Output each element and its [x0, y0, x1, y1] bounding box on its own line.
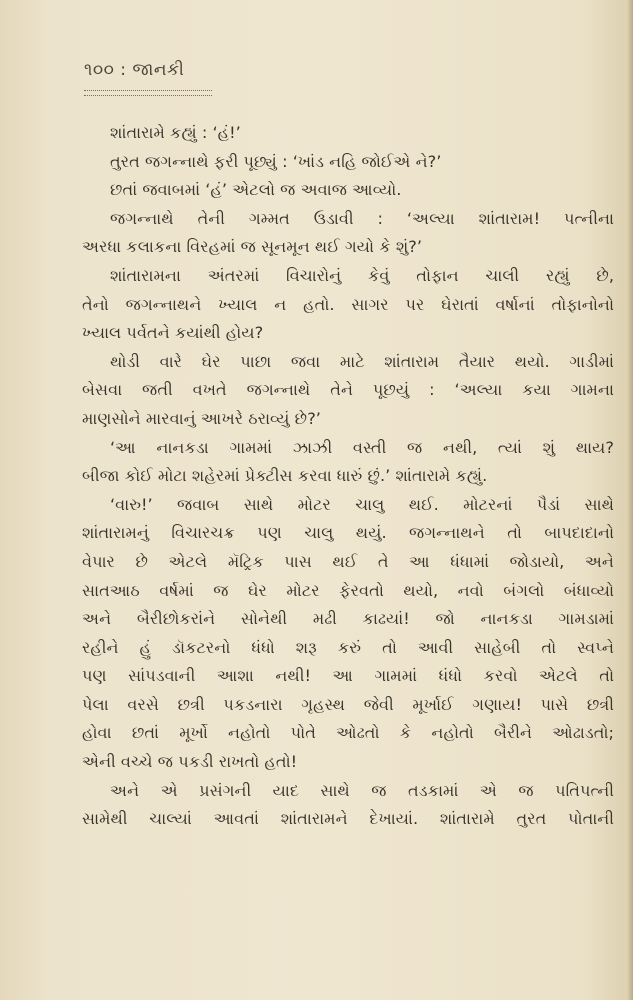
text-line: થોડી વારે ઘેર પાછા જવા માટે શાંતારામ તૈયાર થયો. ગાડીમાં [110, 351, 614, 371]
text-line: શાંતારામે કહ્યું : ‘હં!’ [110, 123, 241, 142]
text-line: માણસોને મારવાનું આખરે ઠરાવ્યું છે?’ [82, 408, 321, 428]
text-line: પણ સાંપડવાની આશા નથી! આ ગામમાં ધંધો કરવો એટલે તો [82, 666, 614, 686]
text-line: ‘આ નાનકડા ગામમાં ઝાઝી વસ્તી જ નથી, ત્યાં શું થાય? [110, 437, 614, 457]
text-line: બીજા કોઈ મોટા શહેરમાં પ્રેક્ટીસ કરવા ધારું છું.’ શાંતારામે કહ્યું. [82, 466, 488, 486]
text-line: શાંતારામના અંતરમાં વિચારોનું કેવું તોફાન ચાલી રહ્યું છે, [110, 265, 614, 285]
text-line: ‘વારુ!’ જવાબ સાથે મોટર ચાલુ થઈ. મોટરનાં પૈડાં સાથે [110, 494, 614, 514]
text-line: પેલા વરસે છત્રી પકડનારા ગૃહસ્થ જેવી મૂર્ખાઈ ગણાય! પાસે છત્રી [82, 694, 614, 714]
text-line: ખ્યાલ પર્વતને કયાંથી હોય? [82, 323, 264, 343]
text-line: અને એ પ્રસંગની યાદ સાથે જ તડકામાં એ જ પતિપત્ની [110, 780, 614, 800]
header-rule [84, 90, 212, 96]
text-line: અને બૈરીછોકરાંને સોનેથી મઢી કાઢયાં! જો નાનકડા ગામડામાં [82, 609, 614, 629]
text-line: સામેથી ચાલ્યાં આવતાં શાંતારામને દેખાયાં. શાંતારામે તુરત પોતાની [82, 809, 614, 829]
text-line: તુરત જગન્નાથે ફરી પૂછ્યું : ‘ખાંડ નહિ જોઈએ ને?’ [110, 151, 442, 171]
text-line: છતાં જવાબમાં ‘હં’ એટલો જ અવાજ આવ્યો. [110, 180, 402, 200]
text-line: તેનો જગન્નાથને ખ્યાલ ન હતો. સાગર પર ઘેરાતાં વર્ષાનાં તોફાનોનો [82, 294, 614, 314]
running-head: ૧૦૦ : જાનકી [84, 60, 185, 80]
text-line: વેપાર છે એટલે મૅટ્રિક પાસ થઈ તે આ ધંધામાં જોડાયો, અને [82, 551, 614, 571]
text-line: જગન્નાથે તેની ગમ્મત ઉડાવી : ‘અલ્યા શાંતારામ! પત્નીના [110, 208, 614, 228]
text-line: એની વચ્ચે જ પકડી રાખતો હતો! [82, 752, 298, 772]
text-line: અરધા કલાકના વિરહમાં જ સૂનમૂન થઈ ગયો કે શું?’ [82, 237, 423, 257]
text-line: હોવા છતાં મૂર્ખો નહોતો પોતે ઓઢતો કે નહોતો બૈરીને ઓઢાડતો; [82, 723, 614, 743]
text-line: સાતઆઠ વર્ષમાં જ ઘેર મોટર ફેરવતો થયો, નવો બંગલો બંધાવ્યો [82, 580, 614, 600]
page-edge-shadow [627, 0, 633, 1000]
text-line: શાંતારામનું વિચારચક્ર પણ ચાલુ થયું. જગન્નાથને તો બાપદાદાનો [82, 523, 614, 543]
body-text [82, 119, 614, 834]
text-line: રહીને હું ડૉકટરનો ધંધો શરૂ કરું તો આવી સાહેબી તો સ્વપ્ને [82, 637, 614, 657]
text-line: બેસવા જતી વખતે જગન્નાથે તેને પૂછયું : ‘અલ્યા કયા ગામના [82, 380, 614, 400]
